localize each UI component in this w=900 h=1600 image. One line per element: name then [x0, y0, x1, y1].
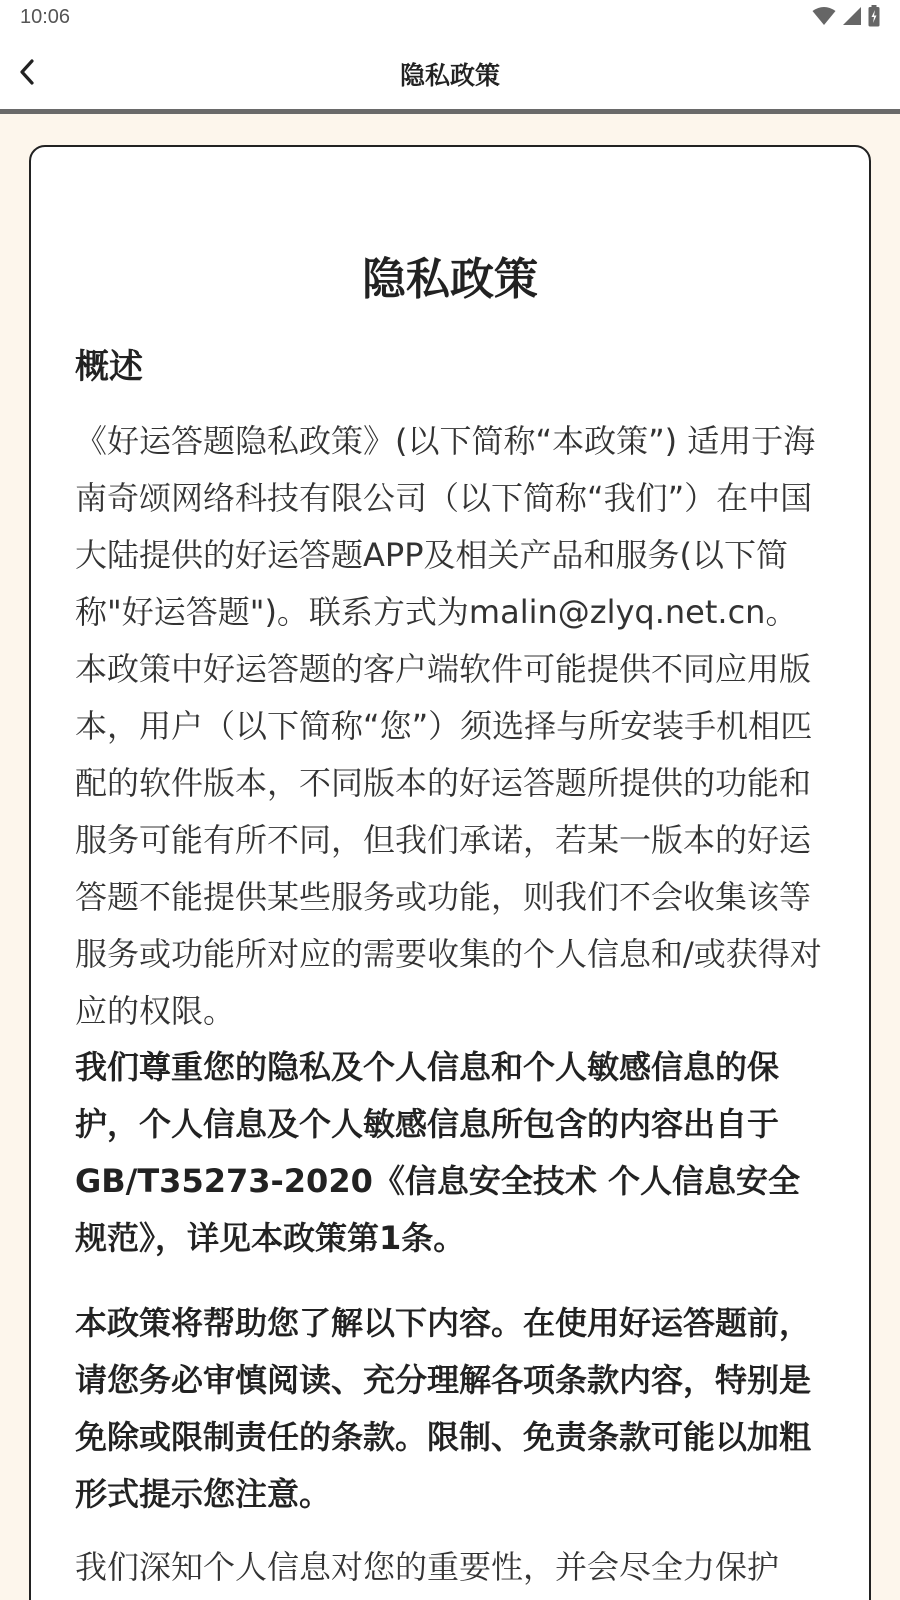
- wifi-icon: [812, 6, 836, 30]
- policy-paragraph-bold: 本政策将帮助您了解以下内容。在使用好运答题前，请您务必审慎阅读、充分理解各项条款内容，特别是免除或限制责任的条款。限制、免责条款可能以加粗形式提示您注意。: [75, 1304, 812, 1513]
- policy-heading: 隐私政策: [362, 254, 538, 305]
- status-time: 10:06: [20, 6, 71, 28]
- page-title: 隐私政策: [399, 61, 500, 90]
- battery-charging-icon: [868, 5, 880, 31]
- policy-paragraph: 我们深知个人信息对您的重要性，并会尽全力保护: [75, 1548, 780, 1586]
- status-icons: [812, 7, 880, 29]
- cellular-signal-icon: [842, 6, 862, 30]
- policy-paragraph: 《好运答题隐私政策》(以下简称“本政策”) 适用于海南奇颂网络科技有限公司（以下简称“我们”）在中国大陆提供的好运答题APP及相关产品和服务(以下简称"好运答题")。联系方式为malin@zlyq.net.cn。本政策中好运答题的客户端软件可能提供不同应用版本，用户（以下简称“您”）须选择与所安装手机相匹配的软件版本，不同版本的好运答题所提供的功能和服务可能有所不同，但我们承诺，若某一版本的好运答题不能提供某些服务或功能，则我们不会收集该等服务或功能所对应的需要收集的个人信息和/或获得对应的权限。: [75, 422, 822, 1030]
- content-scroll-area[interactable]: [0, 114, 900, 1600]
- policy-paragraph-bold: 我们尊重您的隐私及个人信息和个人敏感信息的保护，个人信息及个人敏感信息所包含的内容出自于GB/T35273-2020《信息安全技术 个人信息安全规范》，详见本政策第1条。: [75, 1048, 800, 1257]
- section-title-overview: 概述: [75, 347, 143, 387]
- policy-card: [29, 145, 871, 1600]
- status-bar: [0, 0, 900, 36]
- app-bar: [0, 36, 900, 110]
